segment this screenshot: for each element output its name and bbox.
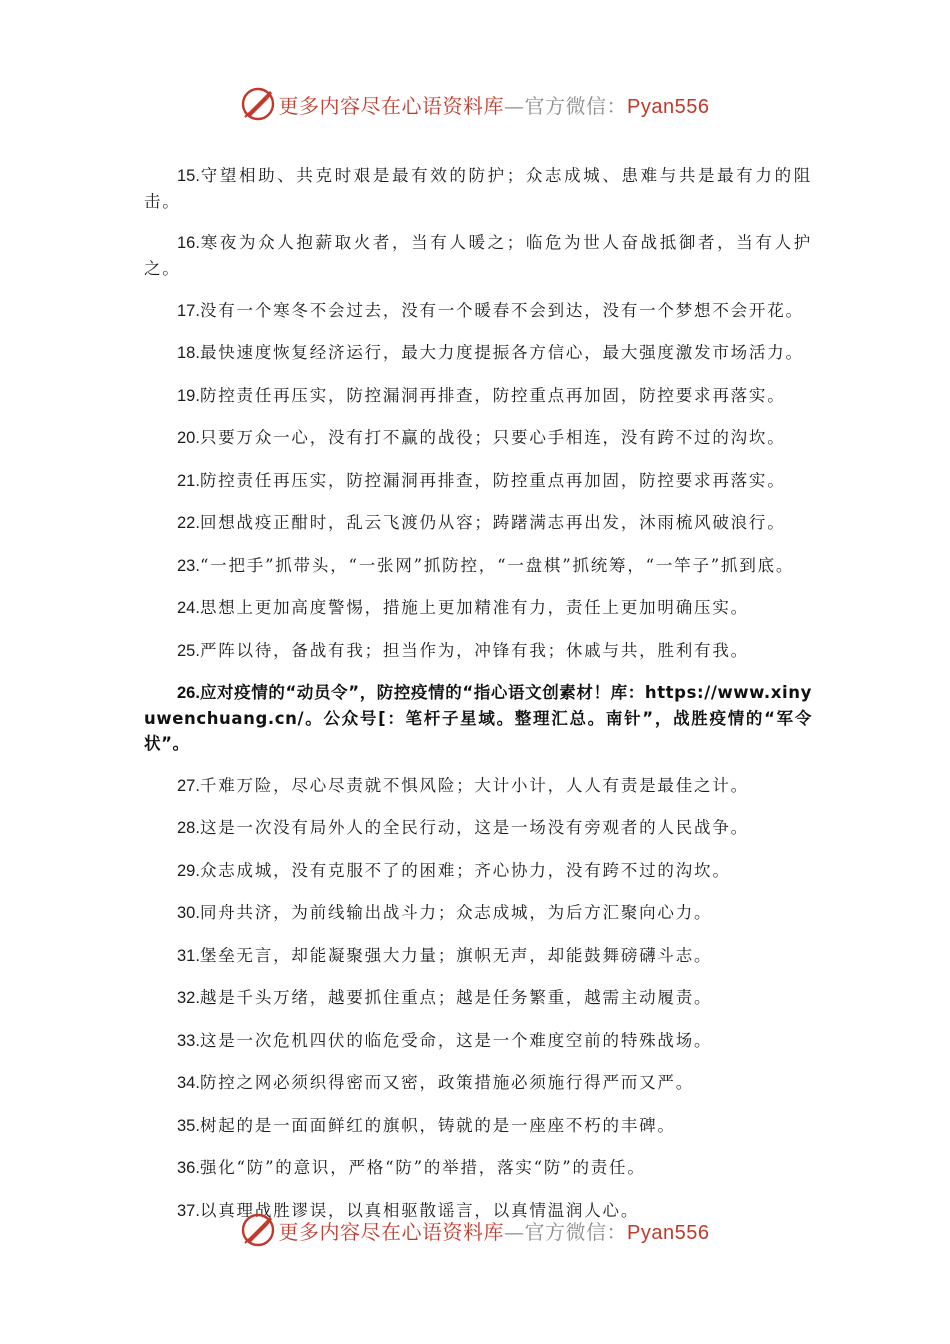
item-number: 19. <box>177 386 200 405</box>
item-text: 树起的是一面面鲜红的旗帜，铸就的是一座座不朽的丰碑。 <box>199 1115 676 1135</box>
item-text: 最快速度恢复经济运行，最大力度提振各方信心，最大强度激发市场活力。 <box>199 343 804 362</box>
list-item <box>144 680 812 756</box>
item-number: 21. <box>177 471 200 490</box>
item-text: 防控责任再压实，防控漏洞再排查，防控重点再加固，防控要求再落实。 <box>199 470 786 490</box>
item-number: 30. <box>177 904 200 922</box>
list-item <box>144 383 812 409</box>
header-wechat-id: Pyan556 <box>627 95 710 118</box>
list-item <box>144 425 812 451</box>
item-number: 34. <box>177 1074 200 1092</box>
list-item <box>144 943 812 969</box>
item-number: 18. <box>177 344 200 362</box>
item-text: 应对疫情的“动员令”，防控疫情的“指心语文创素材！库：https://www.xinyuwenchuang.cn/。公众号[：笔杆子星域。整理汇总。南针”，战胜疫情的“军令状”。 <box>144 683 812 753</box>
pen-logo-icon <box>241 1213 275 1247</box>
item-text: 防控责任再压实，防控漏洞再排查，防控重点再加固，防控要求再落实。 <box>199 385 786 405</box>
footer-banner <box>0 1210 950 1250</box>
list-item <box>144 858 812 884</box>
footer-label: —官方微信： <box>504 1219 628 1244</box>
footer-brand: 更多内容尽在心语资料库 <box>278 1219 505 1244</box>
item-number: 37. <box>177 1201 200 1220</box>
list-item <box>144 298 812 324</box>
item-number: 24. <box>177 599 200 617</box>
item-number: 28. <box>177 819 200 837</box>
item-text: 堡垒无言，却能凝聚强大力量；旗帜无声，却能鼓舞磅礴斗志。 <box>199 945 713 965</box>
item-number: 20. <box>177 429 200 447</box>
list-item <box>144 340 812 366</box>
list-item <box>144 230 812 281</box>
item-number: 16. <box>177 234 200 252</box>
item-number: 36. <box>177 1159 200 1177</box>
item-number: 22. <box>177 514 200 532</box>
item-number: 23. <box>177 556 200 575</box>
item-number: 15. <box>177 166 200 185</box>
item-text: 严阵以待，备战有我；担当作为，冲锋有我；休戚与共，胜利有我。 <box>199 640 749 660</box>
item-text: 同舟共济，为前线输出战斗力；众志成城，为后方汇聚向心力。 <box>199 903 713 922</box>
item-number: 25. <box>177 641 200 660</box>
item-number: 33. <box>177 1031 200 1050</box>
list-item <box>144 1113 812 1139</box>
list-item <box>144 638 812 664</box>
header-label: —官方微信： <box>504 93 628 118</box>
item-text: 众志成城，没有克服不了的困难；齐心协力，没有跨不过的沟坎。 <box>199 860 731 880</box>
list-item <box>144 1028 812 1054</box>
item-number: 26. <box>177 684 200 702</box>
item-text: 防控之网必须织得密而又密，政策措施必须施行得严而又严。 <box>199 1073 695 1092</box>
item-text: 千难万险，尽心尽责就不惧风险；大计小计，人人有责是最佳之计。 <box>199 775 749 795</box>
pen-logo-icon <box>241 87 275 121</box>
item-number: 35. <box>177 1116 200 1135</box>
list-item <box>144 815 812 841</box>
item-text: 思想上更加高度警惕，措施上更加精准有力，责任上更加明确压实。 <box>199 598 749 617</box>
list-item <box>144 468 812 494</box>
item-text: 强化“防”的意识，严格“防”的举措，落实“防”的责任。 <box>199 1158 646 1177</box>
item-text: 没有一个寒冬不会过去，没有一个暖春不会到达，没有一个梦想不会开花。 <box>199 300 804 320</box>
item-text: 回想战疫正酣时，乱云飞渡仍从容；踌躇满志再出发，沐雨梳风破浪行。 <box>199 513 786 532</box>
list-item <box>144 553 812 579</box>
list-item <box>144 163 812 214</box>
item-text: 只要万众一心，没有打不赢的战役；只要心手相连，没有跨不过的沟坎。 <box>199 428 786 447</box>
item-number: 29. <box>177 861 200 880</box>
item-text: 以真理战胜谬误，以真相驱散谣言，以真情温润人心。 <box>199 1200 640 1220</box>
item-text: 这是一次没有局外人的全民行动，这是一场没有旁观者的人民战争。 <box>199 818 749 837</box>
footer-wechat-id: Pyan556 <box>627 1221 710 1244</box>
header-brand: 更多内容尽在心语资料库 <box>278 93 505 118</box>
item-number: 17. <box>177 301 200 320</box>
list-item <box>144 510 812 536</box>
item-number: 31. <box>177 946 200 965</box>
list-item <box>144 985 812 1011</box>
list-item <box>144 1155 812 1181</box>
list-item <box>144 595 812 621</box>
item-text: 越是千头万绪，越要抓住重点；越是任务繁重，越需主动履责。 <box>199 988 713 1007</box>
item-text: 守望相助、共克时艰是最有效的防护；众志成城、患难与共是最有力的阻击。 <box>144 165 812 211</box>
item-number: 27. <box>177 776 200 795</box>
item-text: 这是一次危机四伏的临危受命，这是一个难度空前的特殊战场。 <box>199 1030 713 1050</box>
quote-list <box>144 146 812 1235</box>
item-text: 寒夜为众人抱薪取火者，当有人暖之；临危为世人奋战抵御者，当有人护之。 <box>144 233 812 278</box>
item-text: “一把手”抓带头，“一张网”抓防控，“一盘棋”抓统筹，“一竿子”抓到底。 <box>199 555 795 575</box>
item-number: 32. <box>177 989 200 1007</box>
list-item <box>144 1070 812 1096</box>
list-item <box>144 773 812 799</box>
header-banner <box>0 84 950 124</box>
list-item <box>144 900 812 926</box>
